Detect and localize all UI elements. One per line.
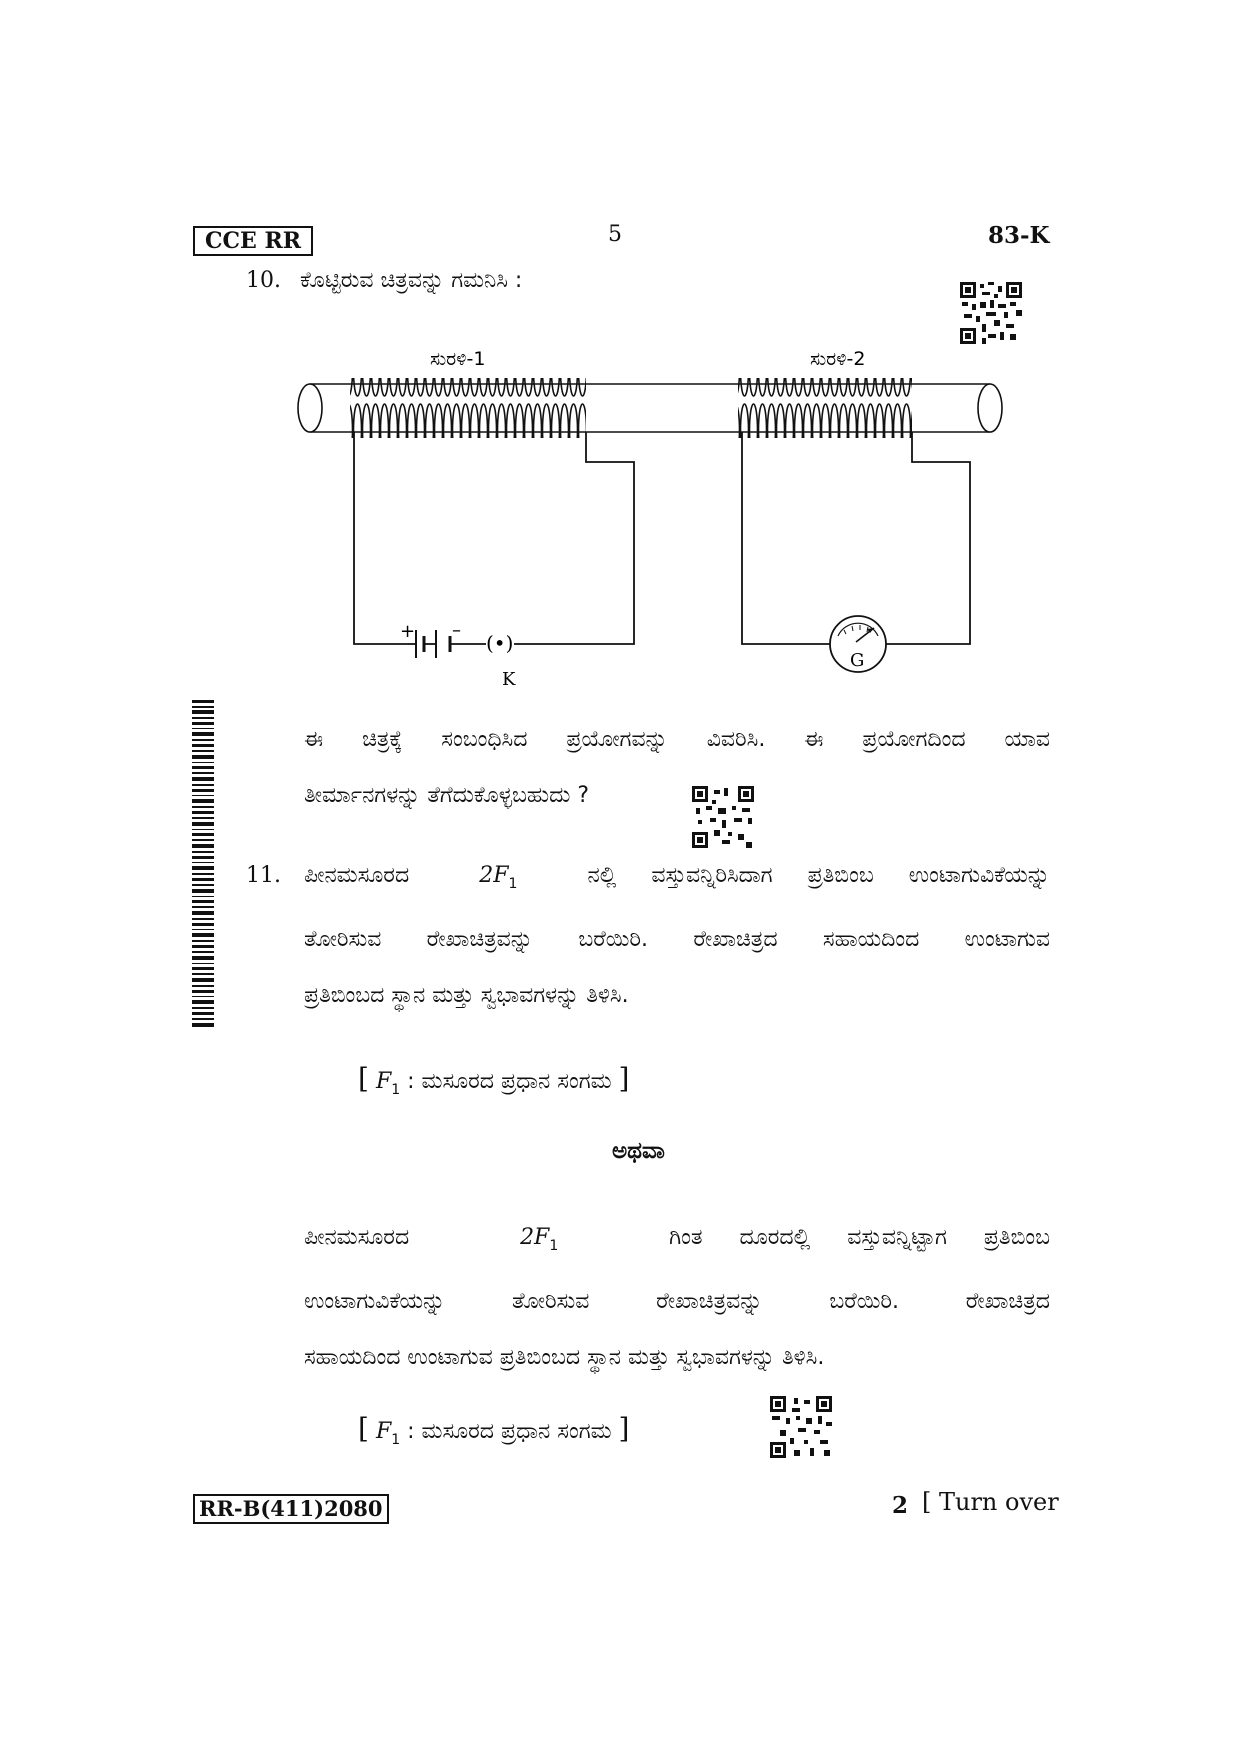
battery-plus-label: + [400,621,416,642]
question-prompt: ಕೊಟ್ಟಿರುವ ಚಿತ್ರವನ್ನು ಗಮನಿಸಿ : [300,268,523,293]
note-text: : ಮಸೂರದ ಪ್ರಧಾನ ಸಂಗಮ [407,1419,612,1444]
text-line: ಈ ಚಿತ್ರಕ್ಕೆ ಸಂಬಂಧಿಸಿದ ಪ್ರಯೋಗವನ್ನು ವಿವರಿಸಿ. ಈ ಪ್ರಯೋಗದಿಂದ ಯಾವ [304,727,1050,752]
variable-f: F [375,1069,392,1094]
text-line [304,1210,1050,1274]
battery-minus-label: – [452,620,461,641]
text-fragment: ನಲ್ಲಿ ವಸ್ತುವನ್ನಿರಿಸಿದಾಗ ಪ್ರತಿಬಿಂಬ ಉಂಟಾಗುವಿಕೆಯನ್ನು [587,863,1050,888]
text-line: ಸಹಾಯದಿಂದ ಉಂಟಾಗುವ ಪ್ರತಿಬಿಂಬದ ಸ್ಥಾನ ಮತ್ತು ಸ್ವಭಾವಗಳನ್ನು ತಿಳಿಸಿ. [304,1345,825,1370]
variable-f: F [375,1419,392,1444]
text-fragment: ಗಿಂತ ದೂರದಲ್ಲಿ ವಸ್ತುವನ್ನಿಟ್ಟಾಗ ಪ್ರತಿಬಿಂಬ [669,1225,1051,1250]
sheet-number: 2 [892,1492,909,1519]
question-11-text [304,848,1050,1024]
coil-2 [738,378,912,438]
variable-2f: 2F [520,1225,550,1250]
question-11-alt-text [304,1210,1050,1386]
text-line: ತೀರ್ಮಾನಗಳನ್ನು ತೆಗೆದುಕೊಳ್ಳಬಹುದು ? [304,783,590,808]
question-number: 10. [246,268,281,293]
or-heading: ಅಥವಾ [612,1138,665,1164]
variable-2f: 2F [479,863,509,888]
subscript: 1 [549,1238,559,1254]
qr-code-icon [770,1396,832,1458]
question-number: 11. [246,863,281,888]
footer-code-box: RR-B(411)2080 [193,1494,389,1524]
key-icon: (•) [486,631,514,655]
paper-code: 83-K [988,222,1050,249]
header-code-box: CCE RR [193,226,313,256]
focus-note: [ $F_1$ : ಮಸೂರದ ಪ್ರಧಾನ ಸಂಗಮ ] [358,1412,630,1448]
qr-code-icon [960,282,1022,344]
coil-1 [350,378,586,438]
text-line: ಉಂಟಾಗುವಿಕೆಯನ್ನು ತೋರಿಸುವ ರೇಖಾಚಿತ್ರವನ್ನು ಬರೆಯಿರಿ. ರೇಖಾಚಿತ್ರದ [304,1289,1050,1314]
key-label: K [502,669,516,690]
galvanometer-label: G [850,650,865,671]
text-fragment: ಪೀನಮಸೂರದ [304,863,410,888]
qr-code-icon [692,786,754,848]
question-10-text [304,712,1050,824]
text-fragment: ಪೀನಮಸೂರದ [304,1225,410,1250]
focus-note: [ $F_1$ : ಮಸೂರದ ಪ್ರಧಾನ ಸಂಗಮ ] [358,1062,630,1098]
turn-over-label: [ Turn over [922,1488,1059,1516]
battery-icon [408,630,486,658]
subscript: 1 [508,876,518,892]
text-line: ಪ್ರತಿಬಿಂಬದ ಸ್ಥಾನ ಮತ್ತು ಸ್ವಭಾವಗಳನ್ನು ತಿಳಿಸಿ. [304,983,629,1008]
text-line: ತೋರಿಸುವ ರೇಖಾಚಿತ್ರವನ್ನು ಬರೆಯಿರಿ. ರೇಖಾಚಿತ್ರದ ಸಹಾಯದಿಂದ ಉಂಟಾಗುವ [304,927,1050,952]
text-line [304,848,1050,912]
barcode-icon [192,700,214,1030]
induction-circuit-diagram [290,340,1010,690]
coil-1-label: ಸುರಳಿ-1 [430,348,486,370]
coil-2-label: ಸುರಳಿ-2 [810,348,866,370]
subscript: 1 [391,1082,401,1098]
note-text: : ಮಸೂರದ ಪ್ರಧಾನ ಸಂಗಮ [407,1069,612,1094]
page-number: 5 [608,222,622,247]
subscript: 1 [391,1432,401,1448]
